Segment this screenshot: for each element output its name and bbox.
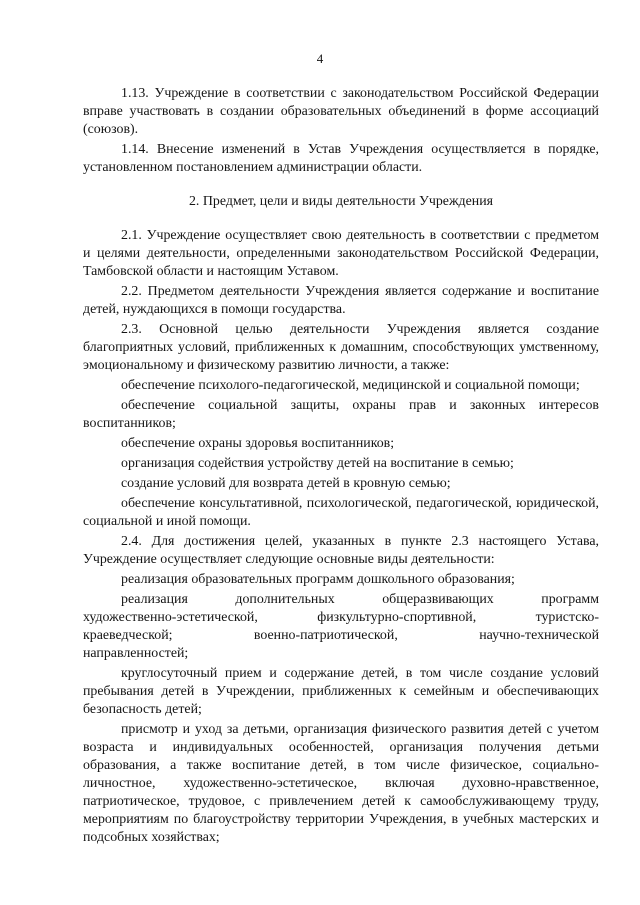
word: общеразвивающих — [382, 592, 494, 607]
clause-2-2: 2.2. Предметом деятельности Учреждения является содержание и воспитание детей, нуждающихся в помощи государства. — [83, 284, 599, 317]
word: краеведческой; — [83, 628, 173, 643]
clause-2-3: 2.3. Основной целью деятельности Учреждения является создание благоприятных условий, приближенных к домашним, способствующих умственному, эмоциональному и физическому развитию личности, а также: — [83, 322, 599, 373]
word: туристско- — [535, 610, 599, 625]
clause-1-13: 1.13. Учреждение в соответствии с законодательством Российской Федерации вправе участвовать в создании образовательных объединений в форме ассоциаций (союзов). — [83, 86, 599, 137]
clause-2-4: 2.4. Для достижения целей, указанных в пункте 2.3 настоящего Устава, Учреждение осуществляет следующие основные виды деятельности: — [83, 534, 599, 567]
goal-item: организация содействия устройству детей на воспитание в семью; — [121, 456, 514, 471]
page-number: 4 — [316, 51, 324, 66]
word: программ — [541, 592, 599, 607]
word: художественно-эстетической, — [83, 610, 258, 625]
word: дополнительных — [235, 592, 335, 607]
activity-round-the-clock: круглосуточный прием и содержание детей, в том числе создание условий пребывания детей в Учреждении, приближенных к семейным и обеспечивающих безопасность детей; — [83, 666, 599, 717]
activity-additional-programs — [83, 591, 599, 663]
activity-care: присмотр и уход за детьми, организация физического развития детей с учетом возраста и индивидуальных особенностей, организация получения детьми образования, а также воспитание детей, в том числе физическое, социально-личностное, художественно-эстетическое, включая духовно-нравственное, патриотическое, трудовое, с привлечением детей к самообслуживающему труду, мероприятиям по благоустройству территории Учреждения, в учебных мастерских и подсобных хозяйствах; — [83, 722, 599, 845]
word: реализация — [121, 592, 188, 607]
additional-line-3 — [83, 627, 599, 645]
section-2-heading: 2. Предмет, цели и виды деятельности Учреждения — [188, 194, 494, 209]
goal-item: обеспечение консультативной, психологической, педагогической, юридической, социальной и иной помощи. — [83, 496, 599, 529]
document-body — [83, 85, 599, 849]
additional-line-4: направленностей; — [83, 646, 189, 661]
goal-item: обеспечение социальной защиты, охраны прав и законных интересов воспитанников; — [83, 398, 599, 431]
goal-item: обеспечение психолого-педагогической, медицинской и социальной помощи; — [121, 378, 580, 393]
word: научно-технической — [479, 628, 599, 643]
additional-line-2 — [83, 609, 599, 627]
word: военно-патриотической, — [253, 628, 398, 643]
goal-item: обеспечение охраны здоровья воспитанников; — [121, 436, 395, 451]
clause-2-1: 2.1. Учреждение осуществляет свою деятельность в соответствии с предметом и целями деятельности, определенными законодательством Российской Федерации, Тамбовской области и настоящим Уставом. — [83, 228, 599, 279]
clause-1-14: 1.14. Внесение изменений в Устав Учреждения осуществляется в порядке, установленном постановлением администрации области. — [83, 142, 599, 175]
word: физкультурно-спортивной, — [317, 610, 477, 625]
additional-line-1 — [83, 591, 599, 609]
goal-item: создание условий для возврата детей в кровную семью; — [121, 476, 451, 491]
activity-preschool: реализация образовательных программ дошкольного образования; — [121, 572, 515, 587]
